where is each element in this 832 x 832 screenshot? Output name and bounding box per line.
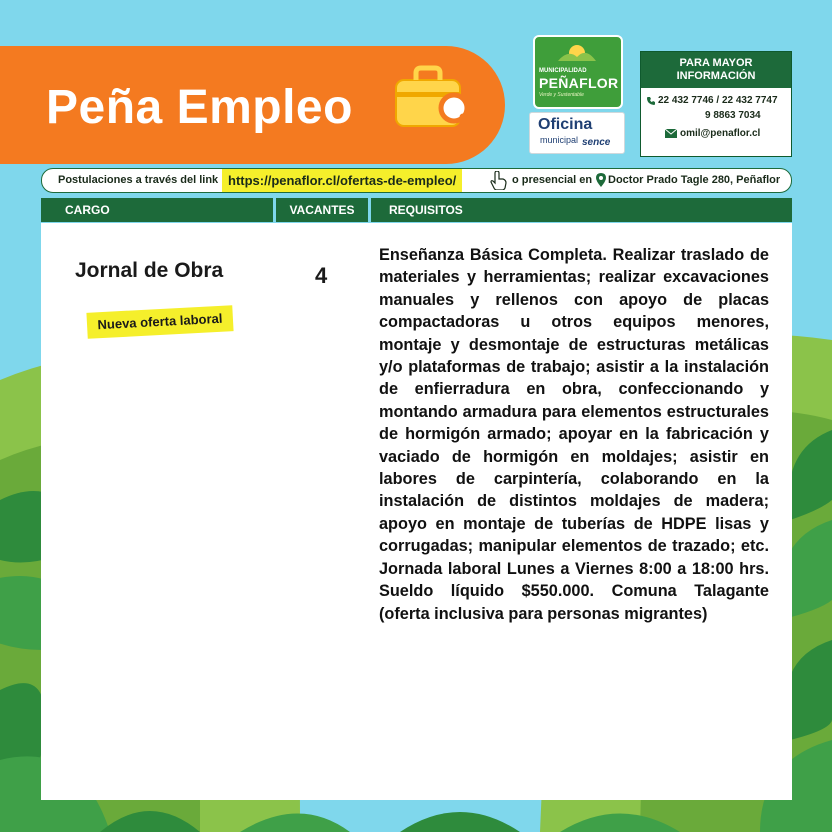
info-heading-line2: INFORMACIÓN [676,70,756,82]
page-title: Peña Empleo [46,81,353,134]
phone-numbers[interactable]: 22 432 7746 / 22 432 7747 [658,95,778,106]
oficina-title: Oficina [538,116,593,133]
mail-icon [665,129,677,138]
municipality-label: MUNICIPALIDAD [539,68,587,74]
link-middle-text: o presencial en [512,174,593,186]
municipality-name: PEÑAFLOR [539,75,619,91]
link-prefix: Postulaciones a través del link [58,174,219,186]
oficina-subtitle: municipal [540,135,579,145]
briefcase-search-icon [392,64,484,134]
vacancy-count: 4 [315,263,328,288]
column-header-cargo: CARGO [41,198,273,222]
column-header-requisitos: REQUISITOS [371,198,792,222]
pointer-hand-icon [490,171,508,190]
application-url[interactable]: https://penaflor.cl/ofertas-de-empleo/ [222,169,462,192]
phone-icon [646,96,656,106]
email-address[interactable]: omil@penaflor.cl [680,128,761,139]
job-requirements: Enseñanza Básica Completa. Realizar traslado de materiales y herramientas; realizar excavaciones manuales y rellenos con apoyo de placas compactadoras u otros equipos menores, montaje y desmontaje de estructuras metálicas y/o plataformas de trabajo; asistir a la instalación de enfierradura en obra, confeccionando y montando armadura para elementos estructurales de hormigón armado; apoyar en la fabricación y vaciado de hormigón en moldajes; asistir en labores de carpintería, colaborando en la instalación de distintos moldajes de madera; apoyo en montaje de tuberías de HDPE lisas y corrugadas; manipular elementos de trazado; etc. Jornada laboral Lunes a Viernes 8:00 a 18:00 hrs. Sueldo líquido $550.000. Comuna Talagante (oferta inclusiva para personas migrantes) [379,246,769,623]
new-offer-badge: Nueva oferta laboral [86,305,233,339]
oficina-sence-logo [529,112,625,154]
sun-icon [558,39,596,61]
sence-brand: sence [582,137,611,148]
location-pin-icon [596,173,606,187]
municipality-tagline: Verde y Sustentable [539,92,584,98]
application-link-bar [41,168,792,193]
info-heading [641,52,791,88]
job-title: Jornal de Obra [75,259,224,282]
column-header-vacantes: VACANTES [276,198,368,222]
office-address: Doctor Prado Tagle 280, Peñaflor [608,174,781,186]
info-heading-line1: PARA MAYOR [679,57,753,69]
mobile-number[interactable]: 9 8863 7034 [705,110,761,121]
municipality-logo [533,35,623,109]
contact-info-box [640,51,792,157]
